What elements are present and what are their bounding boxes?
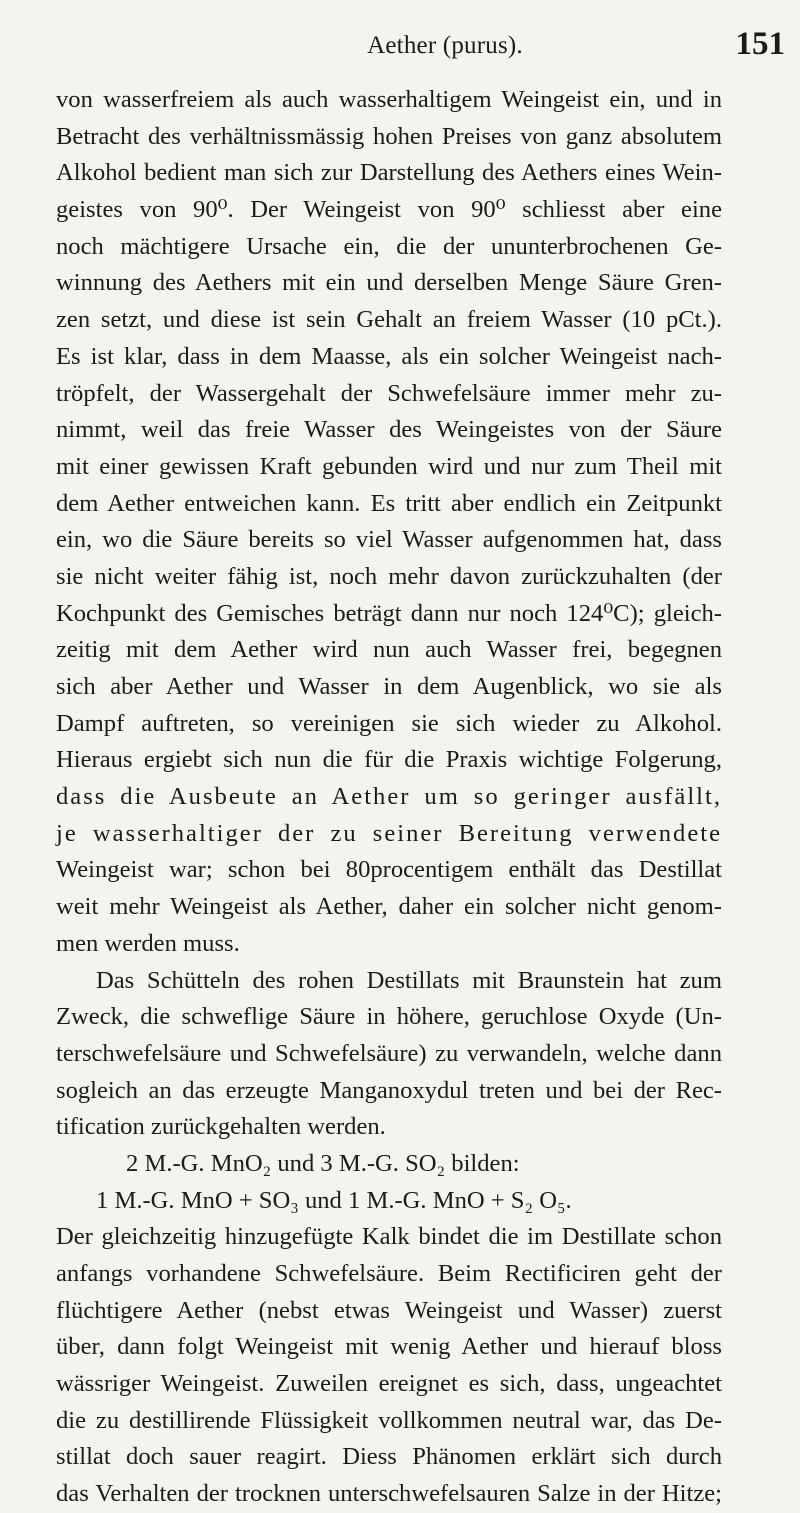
text-line: stillat doch sauer reagirt. Diess Phänomen erklärt sich durch [56,1443,722,1471]
formula-line: 2 M.-G. MnO₂ und 3 M.-G. SO₂ bilden: [126,1149,520,1177]
running-title: Aether (purus). [367,32,523,59]
text-line: Alkohol bedient man sich zur Darstellung des Aethers eines Wein- [56,159,722,187]
text-line-emphasis: dass die Ausbeute an Aether um so geringer ausfällt, [56,783,722,811]
text-line-emphasis: je wasserhaltiger der zu seiner Bereitung verwendete [56,819,722,847]
text-line: sich aber Aether und Wasser in dem Augenblick, wo sie als [56,673,722,700]
text-line: wässriger Weingeist. Zuweilen ereignet es sich, dass, ungeachtet [56,1370,722,1398]
text-line: zeitig mit dem Aether wird nun auch Wasser frei, begegnen [56,636,722,664]
text-line: nimmt, weil das freie Wasser des Weingeistes von der Säure [56,416,722,444]
text-line: mit einer gewissen Kraft gebunden wird und nur zum Theil mit [56,452,722,480]
text-line: über, dann folgt Weingeist mit wenig Aether und hierauf bloss [56,1333,722,1361]
text-line: sogleich an das erzeugte Manganoxydul treten und bei der Rec- [56,1076,722,1104]
text-line: dem Aether entweichen kann. Es tritt aber endlich ein Zeitpunkt [56,489,722,517]
text-line: Es ist klar, dass in dem Maasse, als ein solcher Weingeist nach- [56,342,722,370]
text-line: tification zurückgehalten werden. [56,1113,386,1141]
text-line: Dampf auftreten, so vereinigen sie sich wieder zu Alkohol. [56,709,722,737]
text-line: terschwefelsäure und Schwefelsäure) zu verwandeln, welche dann [56,1039,722,1067]
text-line: Betracht des verhältnissmässig hohen Preises von ganz absolutem [56,122,722,150]
text-line: die zu destillirende Flüssigkeit vollkommen neutral war, das De- [56,1406,722,1434]
text-line: von wasserfreiem als auch wasserhaltigem Weingeist ein, und in [56,86,722,113]
formula-line: 1 M.-G. MnO + SO₃ und 1 M.-G. MnO + S₂ O₅. [96,1186,572,1214]
page-number: 151 [735,26,785,62]
text-line: das Verhalten der trocknen unterschwefelsauren Salze in der Hitze; [56,1480,722,1508]
text-line: ein, wo die Säure bereits so viel Wasser aufgenommen hat, dass [56,526,722,554]
text-line: tröpfelt, der Wassergehalt der Schwefelsäure immer mehr zu- [56,379,722,407]
text-line: Weingeist war; schon bei 80procentigem enthält das Destillat [56,856,722,884]
text-line: men werden muss. [56,929,240,957]
text-line: Kochpunkt des Gemisches beträgt dann nur noch 124⁰C); gleich- [56,599,722,627]
text-line: anfangs vorhandene Schwefelsäure. Beim Rectificiren geht der [56,1260,722,1287]
page-header [105,22,785,62]
text-line: weit mehr Weingeist als Aether, daher ein solcher nicht genom- [56,893,722,921]
body-text [56,82,722,1513]
text-line: Hieraus ergiebt sich nun die für die Praxis wichtige Folgerung, [56,746,722,774]
text-line: Der gleichzeitig hinzugefügte Kalk bindet die im Destillate schon [56,1223,722,1251]
text-line: sie nicht weiter fähig ist, noch mehr davon zurückzuhalten (der [56,562,722,590]
text-line: Zweck, die schweflige Säure in höhere, geruchlose Oxyde (Un- [56,1003,722,1031]
text-line: zen setzt, und diese ist sein Gehalt an freiem Wasser (10 pCt.). [56,306,722,334]
text-line: Das Schütteln des rohen Destillats mit Braunstein hat zum [96,966,722,994]
text-line: flüchtigere Aether (nebst etwas Weingeist und Wasser) zuerst [56,1296,722,1324]
text-line: geistes von 90⁰. Der Weingeist von 90⁰ schliesst aber eine [56,196,722,224]
text-line: noch mächtigere Ursache ein, die der ununterbrochenen Ge- [56,232,722,260]
text-line: winnung des Aethers mit ein und derselben Menge Säure Gren- [56,269,722,297]
